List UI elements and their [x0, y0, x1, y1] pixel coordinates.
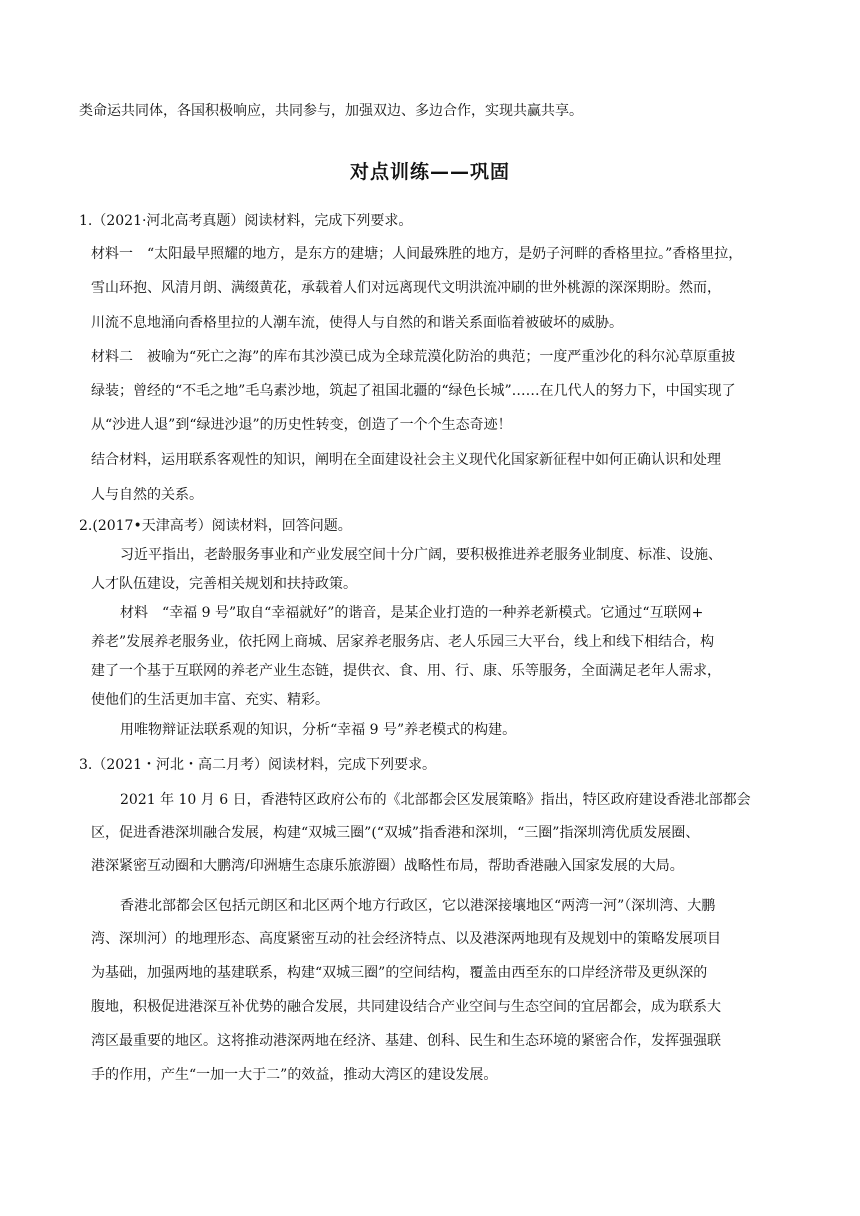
q2-material-line: 建了一个基于互联网的养老产业生态链，提供衣、食、用、行、康、乐等服务，全面满足老年人需求，	[91, 663, 721, 679]
q1-material2-line: 绿装；曾经的“不毛之地”毛乌素沙地，筑起了祖国北疆的“绿色长城”……在几代人的努力下，中国实现了	[91, 383, 736, 399]
q3-paragraph2-line: 香港北部都会区包括元朗区和北区两个地方行政区，它以港深接壤地区“两湾一河”（深圳湾、大鹏	[120, 898, 716, 914]
q1-material1-line: 川流不息地涌向香格里拉的人潮车流，使得人与自然的和谐关系面临着被破坏的威胁。	[91, 315, 623, 331]
section-title: 对点训练——巩固	[349, 161, 510, 183]
intro-line: 类命运共同体，各国积极响应，共同参与，加强双边、多边合作，实现共赢共享。	[79, 103, 583, 119]
q3-paragraph2-line: 腹地，积极促进港深互补优势的融合发展，共同建设结合产业空间与生态空间的宜居都会，成为联系大	[91, 999, 721, 1015]
q1-material2-line: 从“沙进人退”到“绿进沙退”的历史性转变，创造了一个个生态奇迹！	[91, 417, 512, 433]
q1-task-line: 结合材料，运用联系客观性的知识，阐明在全面建设社会主义现代化国家新征程中如何正确认识和处理	[91, 452, 721, 468]
q3-paragraph2-line: 手的作用，产生“一加一大于二”的效益，推动大湾区的建设发展。	[91, 1067, 498, 1083]
q2-material-line: 养老”发展养老服务业，依托网上商城、居家养老服务店、老人乐园三大平台，线上和线下相结合，构	[91, 634, 715, 650]
q3-paragraph2-line: 湾、深圳河）的地理形态、高度紧密互动的社会经济特点、以及港深两地现有及规划中的策略发展项目	[91, 931, 721, 947]
q2-material-line: 使他们的生活更加丰富、充实、精彩。	[91, 692, 329, 708]
q1-material2-line: 材料二 被喻为“死亡之海”的库布其沙漠已成为全球荒漠化防治的典范；一度严重沙化的科尔沁草原重披	[91, 349, 736, 365]
q3-paragraph1-line: 区，促进香港深圳融合发展，构建“双城三圈”(“双城”指香港和深圳，“三圈”指深圳湾优质发展圈、	[91, 825, 700, 841]
q2-paragraph1-line: 人才队伍建设，完善相关规划和扶持政策。	[91, 576, 357, 592]
q2-material-line: 材料 “幸福 9 号”取自“幸福就好”的谐音，是某企业打造的一种养老新模式。它通过“互联网+	[120, 605, 704, 621]
q1-material1-line: 雪山环抱、风清月朗、满缀黄花，承载着人们对远离现代文明洪流冲刷的世外桃源的深深期盼。然而，	[91, 280, 721, 296]
q3-paragraph1-line: 港深紧密互动圈和大鹏湾/印洲塘生态康乐旅游圈）战略性布局，帮助香港融入国家发展的大局。	[91, 858, 684, 874]
q2-paragraph1-line: 习近平指出，老龄服务事业和产业发展空间十分广阔，要积极推进养老服务业制度、标准、设施、	[120, 547, 722, 563]
q3-paragraph2-line: 湾区最重要的地区。这将推动港深两地在经济、基建、创科、民生和生态环境的紧密合作，发挥强强联	[91, 1033, 721, 1049]
q1-heading: 1.（2021·河北高考真题）阅读材料，完成下列要求。	[79, 213, 413, 229]
q3-paragraph1-line: 2021 年 10 月 6 日，香港特区政府公布的《北部都会区发展策略》指出，特区政府建设香港北部都会	[120, 792, 751, 808]
q3-paragraph2-line: 为基础，加强两地的基建联系，构建“双城三圈”的空间结构，覆盖由西至东的口岸经济带及更纵深的	[91, 965, 708, 981]
q2-heading: 2.(2017•天津高考）阅读材料，回答问题。	[79, 518, 352, 534]
q1-task-line: 人与自然的关系。	[91, 487, 203, 503]
q3-heading: 3.（2021・河北・高二月考）阅读材料，完成下列要求。	[79, 757, 436, 773]
q1-material1-line: 材料一 “太阳最早照耀的地方，是东方的建塘；人间最殊胜的地方，是奶子河畔的香格里拉。”香格里拉，	[91, 246, 743, 262]
q2-task: 用唯物辩证法联系观的知识，分析“幸福 9 号”养老模式的构建。	[120, 722, 517, 738]
